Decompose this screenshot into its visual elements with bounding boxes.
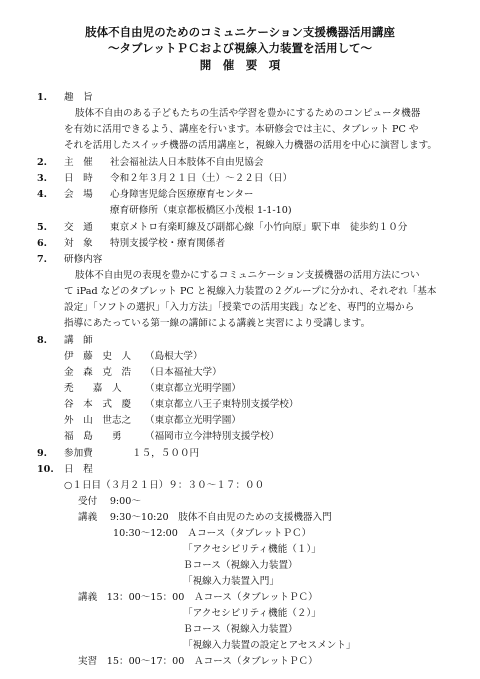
section-7-label: 研修内容: [64, 254, 103, 265]
section-9-number: 9.: [37, 448, 48, 459]
schedule-line: 「アクセシビリティ機能（１）」: [183, 544, 321, 555]
section-2-label: 主 催: [64, 157, 93, 168]
instructor-name: 福 島 勇: [64, 431, 122, 442]
section-2-number: 2.: [37, 157, 48, 168]
section-2-text: 社会福祉法人日本肢体不自由児協会: [110, 157, 264, 168]
schedule-line: 講義 9:30～10:20 肢体不自由児のための支援機器入門: [78, 512, 332, 523]
instructor-affiliation: （東京都立光明学園）: [145, 383, 241, 394]
instructor-name: 谷 本 式 慶: [64, 399, 132, 410]
section-1-label: 趣 旨: [64, 92, 93, 103]
schedule-line: 10:30～12:00 Ａコース（タブレットＰＣ）: [113, 528, 312, 539]
instructor-affiliation: （日本福祉大学）: [145, 367, 222, 378]
section-3-number: 3.: [37, 173, 48, 184]
section-8-label: 講 師: [64, 335, 93, 346]
section-7-text-line: 肢体不自由児の表現を豊かにするコミュニケーション支援機器の活用方法につい: [75, 270, 420, 281]
section-3-label: 日 時: [64, 173, 93, 184]
section-1-text-line: それを活用したスイッチ機器の活用講座と，視線入力機器の活用を中心に演習します。: [64, 140, 438, 151]
title-line-1: 肢体不自由児のためのコミュニケーション支援機器活用講座: [85, 25, 395, 39]
section-5-number: 5.: [37, 222, 48, 233]
section-6-text: 特別支援学校・療育関係者: [110, 238, 226, 249]
instructor-affiliation: （福岡市立今津特別支援学校）: [145, 431, 280, 442]
instructor-name: 伊 藤 史 人: [64, 351, 132, 362]
section-4-text: 心身障害児総合医療療育センター: [110, 189, 254, 200]
section-4-number: 4.: [37, 189, 48, 200]
instructor-affiliation: （東京都立八王子東特別支援学校）: [145, 399, 299, 410]
section-10-number: 10.: [37, 464, 54, 475]
section-7-number: 7.: [37, 254, 48, 265]
instructor-affiliation: （東京都立光明学園）: [145, 415, 241, 426]
instructor-name: 禿 嘉 人: [64, 383, 122, 394]
section-4-text-2: 療育研修所（東京都板橋区小茂根 1-1-10): [110, 205, 292, 216]
title-line-3: 開 催 要 項: [199, 58, 281, 72]
section-9-fee: １５，５００円: [132, 448, 200, 459]
schedule-line: 「視線入力装置入門」: [183, 576, 279, 587]
instructor-affiliation: （島根大学）: [145, 351, 203, 362]
schedule-line: 受付 9:00～: [78, 496, 141, 507]
schedule-line: 「視線入力装置の設定とアセスメント」: [183, 640, 356, 651]
section-1-number: 1.: [37, 92, 48, 103]
schedule-line: 「アクセシビリティ機能（２）」: [183, 608, 321, 619]
section-1-text-line: 肢体不自由のある子どもたちの生活や学習を豊かにするためのコンピュータ機器: [75, 108, 421, 119]
instructor-name: 外 山 世志之: [64, 415, 132, 426]
schedule-line: Ｂコース（視線入力装置）: [183, 624, 298, 635]
schedule-line: Ｂコース（視線入力装置）: [183, 560, 298, 571]
section-6-number: 6.: [37, 238, 48, 249]
section-1-text-line: を有効に活用できるよう、講座を行います。本研修会では主に、タブレット PC や: [64, 124, 419, 135]
section-9-label: 参加費: [64, 448, 93, 459]
section-7-text-line: 指導にあたっている第一線の講師による講義と実習により受講します。: [64, 318, 371, 329]
schedule-line: 講義 13：00～15：00 Ａコース（タブレットＰＣ）: [78, 592, 318, 603]
title-line-2: ～タブレットＰＣおよび視線入力装置を活用して～: [108, 41, 372, 55]
section-4-label: 会 場: [64, 189, 93, 200]
section-3-text: 令和２年３月２１日（土）～２２日（日）: [110, 173, 293, 184]
section-5-label: 交 通: [64, 222, 93, 233]
section-8-number: 8.: [37, 335, 48, 346]
schedule-line: 実習 15：00～17：00 Ａコース（タブレットＰＣ）: [78, 656, 318, 667]
instructor-name: 金 森 克 浩: [64, 367, 132, 378]
section-10-label: 日 程: [64, 464, 93, 475]
section-7-text-line: て iPad などのタブレット PC と視線入力装置の２グループに分かれ、それぞれ「基本: [64, 286, 437, 297]
section-5-text: 東京メトロ有楽町線及び副都心線「小竹向原」駅下車 徒歩約１０分: [110, 222, 408, 233]
section-6-label: 対 象: [64, 238, 93, 249]
schedule-day1-heading: ○１日目（３月２１日）９：３０～１７：００: [64, 480, 265, 491]
section-7-text-line: 設定」「ソフトの選択」「入力方法」「授業での活用実践」などを、専門的立場から: [64, 302, 415, 313]
